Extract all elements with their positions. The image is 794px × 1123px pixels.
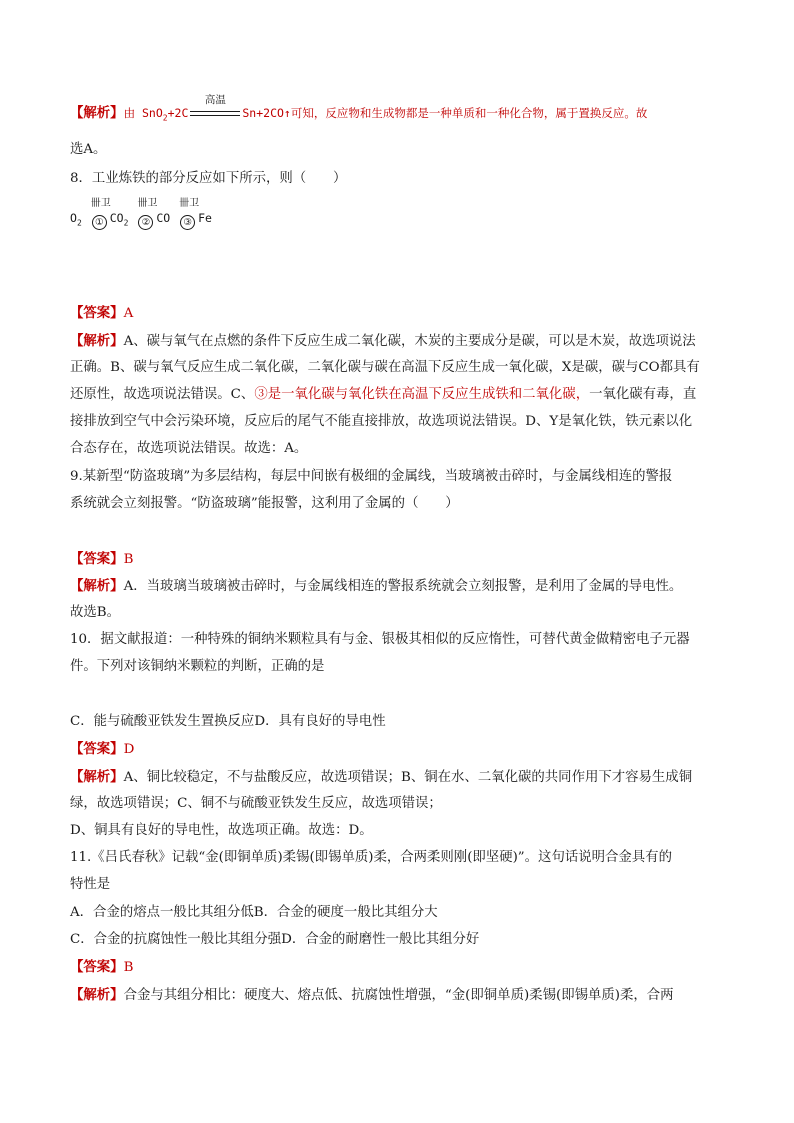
- q11-stem-line-1: 11.《吕氏春秋》记载“金(即铜单质)柔锡(即锡单质)柔，合两柔则刚(即坚硬)”。这句话说明合金具有的: [70, 850, 672, 865]
- step-number-2: ②: [138, 215, 153, 230]
- q8-stem: 8．工业炼铁的部分反应如下所示，则（ ）: [70, 171, 347, 186]
- q9-stem-line-2: 系统就会立刻报警。“防盗玻璃”能报警，这利用了金属的（ ）: [70, 496, 459, 511]
- step-number-1: ①: [92, 215, 107, 230]
- q11-answer: 【答案】B: [70, 959, 134, 975]
- option-c: C．合金的抗腐蚀性一般比其组分强: [70, 932, 282, 947]
- q9-answer: 【答案】B: [70, 551, 134, 567]
- equation-reactants: 由 SnO$_2$+2C: [123, 106, 189, 123]
- q11-options-row-2: [70, 931, 730, 949]
- q10-stem-line-2: 件。下列对该铜纳米颗粒的判断，正确的是: [70, 659, 325, 674]
- q10-answer: 【答案】D: [70, 741, 135, 757]
- q11-analysis-line-1: 【解析】合金与其组分相比：硬度大、熔点低、抗腐蚀性增强，“金(即铜单质)柔锡(即锡单质)柔，合两: [70, 987, 674, 1003]
- q7-analysis-line-2: 选A。: [70, 142, 107, 157]
- option-c: C．能与硫酸亚铁发生置换反应: [70, 714, 255, 729]
- option-d: D．合金的耐磨性一般比其组分好: [281, 932, 480, 947]
- q9-stem-line-1: 9.某新型“防盗玻璃”为多层结构，每层中间嵌有极细的金属线，当玻璃被击碎时，与金属线相连的警报: [70, 469, 673, 484]
- q10-analysis-line-3: D、铜具有良好的导电性，故选项正确。故选：D。: [70, 823, 373, 838]
- option-a: A．合金的熔点一般比其组分低: [70, 905, 254, 920]
- q10-stem-line-1: 10．据文献报道：一种特殊的铜纳米颗粒具有与金、银极其相似的反应惰性，可替代黄金做精密电子元器: [70, 632, 690, 647]
- q8-reaction-chain: $O_2$ 卌卫 ① $CO_2$ 卌卫 ② CO 卌卫 ③ Fe: [70, 198, 212, 228]
- option-b: B．合金的硬度一般比其组分大: [253, 905, 438, 920]
- q10-options-row-2: [70, 713, 730, 731]
- q10-analysis-line-1: 【解析】A、铜比较稳定，不与盐酸反应，故选项错误；B、铜在水、二氧化碳的共同作用下才容易生成铜: [70, 769, 693, 785]
- equation-products-text: Sn+2CO↑可知，反应物和生成物都是一种单质和一种化合物，属于置换反应。故: [242, 106, 648, 120]
- q8-analysis-line-3: 还原性，故选项说法错误。C、③是一氧化碳与氧化铁在高温下反应生成铁和二氧化碳，一氧化碳有毒，直: [70, 387, 697, 402]
- option-d: D．具有良好的导电性: [254, 714, 386, 729]
- reaction-condition: 高温: [188, 105, 242, 123]
- analysis-tag: 【解析】: [70, 105, 124, 121]
- q8-answer: 【答案】A: [70, 305, 134, 321]
- q9-analysis-line-2: 故选B。: [70, 605, 121, 620]
- q11-stem-line-2: 特性是: [70, 877, 111, 892]
- step-number-3: ③: [180, 215, 195, 230]
- q8-analysis-line-4: 接排放到空气中会污染环境，反应后的尾气不能直接排放，故选项说法错误。D、Y是氧化铁，铁元素以化: [70, 414, 693, 429]
- q8-analysis-line-5: 合态存在，故选项说法错误。故选：A。: [70, 441, 308, 456]
- q7-analysis-line-1: [70, 94, 730, 127]
- q9-analysis-line-1: 【解析】A．当玻璃当玻璃被击碎时，与金属线相连的警报系统就会立刻报警，是利用了金属的导电性。: [70, 578, 683, 594]
- q8-analysis-line-1: 【解析】A、碳与氧气在点燃的条件下反应生成二氧化碳，木炭的主要成分是碳，可以是木炭，故选项说法: [70, 333, 696, 349]
- q10-analysis-line-2: 绿，故选项错误；C、铜不与硫酸亚铁发生反应，故选项错误；: [70, 796, 442, 811]
- q8-analysis-line-2: 正确。B、碳与氧气反应生成二氧化碳，二氧化碳与碳在高温下反应生成一氧化碳，X是碳，碳与CO都具有: [70, 360, 700, 375]
- q11-options-row-1: [70, 904, 730, 922]
